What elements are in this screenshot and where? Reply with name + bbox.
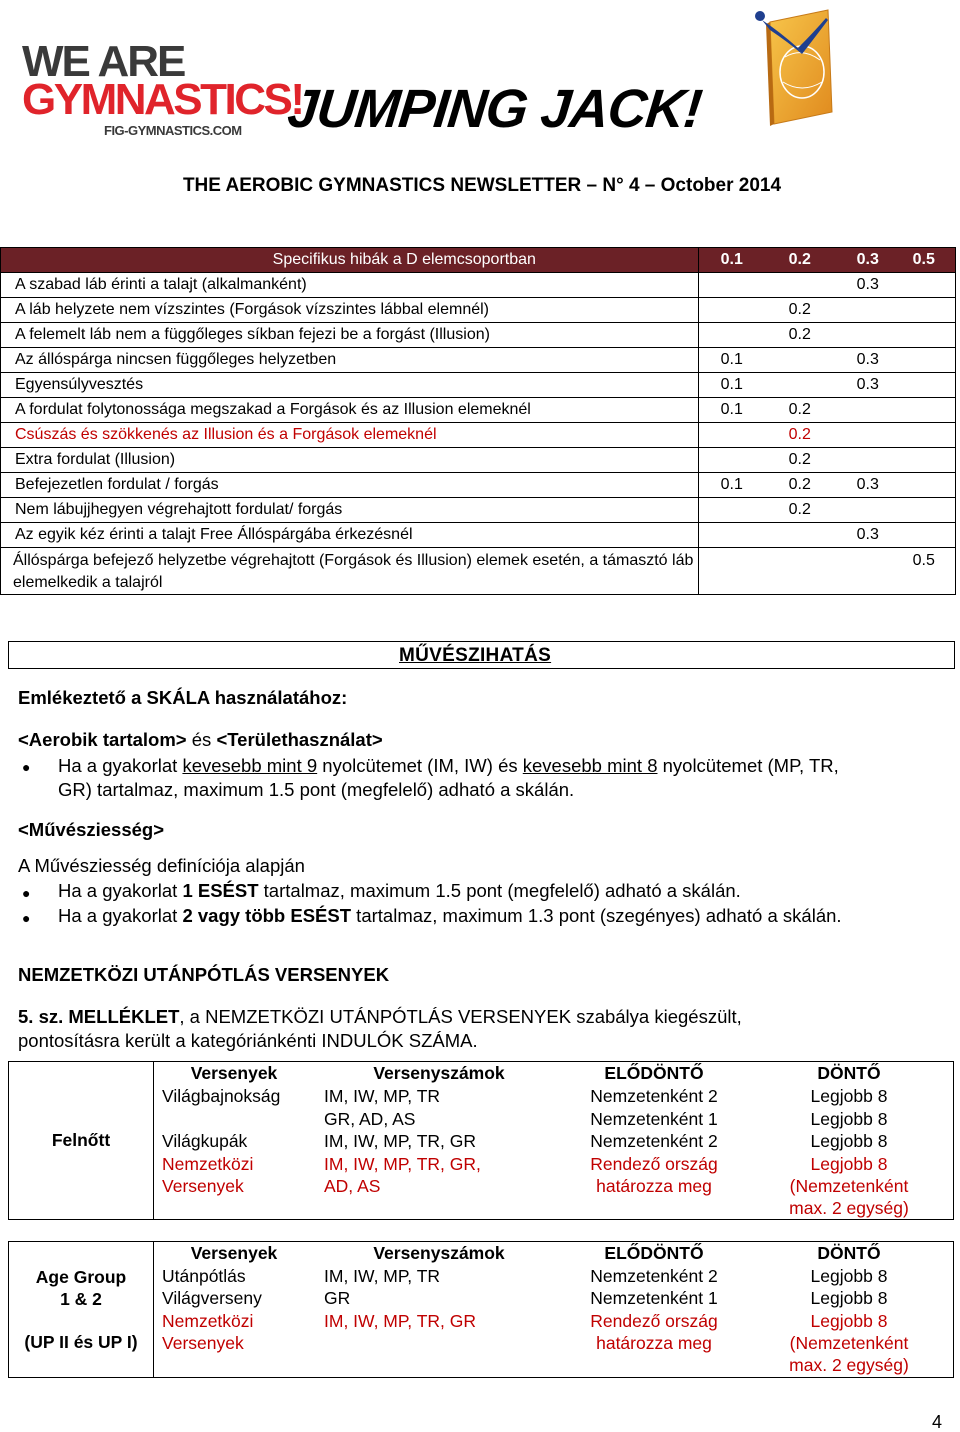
penalty-text: Az egyik kéz érinti a talajt Free Állóspárgába érkezésnél <box>1 523 699 548</box>
t1-r2-semifinal: Nemzetenként 1 <box>590 1109 718 1129</box>
penalty-header-title: Specifikus hibák a D elemcsoportban <box>1 248 699 273</box>
t2-r3-final-1: Legjobb 8 <box>810 1311 888 1331</box>
annex-label: 5. sz. MELLÉKLET <box>18 1006 180 1027</box>
bullet1-text-d: GR) tartalmaz, maximum 1.5 pont (megfelelő) adható a skálán. <box>58 779 575 800</box>
logo-line3: FIG-GYMNASTICS.COM <box>104 123 242 138</box>
t1-r1-events: IM, IW, MP, TR <box>324 1086 441 1106</box>
penalty-value: 0.3 <box>856 476 879 493</box>
col-header-semifinal: ELŐDÖNTŐ <box>604 1063 704 1083</box>
t1-r4-events-2: AD, AS <box>324 1176 381 1196</box>
penalty-row <box>1 298 956 323</box>
age-group-line3: (UP II és UP I) <box>24 1332 138 1352</box>
penalty-value: 0.1 <box>720 476 743 493</box>
bullet1-text-a: Ha a gyakorlat <box>58 755 183 776</box>
penalty-value: 0.3 <box>856 526 879 543</box>
youth-text-c: pontosításra került a kategóriánkénti INDULÓK SZÁMA. <box>18 1030 478 1051</box>
bullet2-bold: 1 ESÉST <box>182 880 259 901</box>
age-group-line1: Age Group <box>35 1267 127 1287</box>
col-header-final: DÖNTŐ <box>817 1063 881 1083</box>
penalty-text: Extra fordulat (Illusion) <box>1 448 699 473</box>
penalty-value: 0.2 <box>788 326 811 343</box>
penalty-value: 0.1 <box>720 401 743 418</box>
col-header-final: DÖNTŐ <box>817 1243 881 1263</box>
bullet3-text-c: tartalmaz, maximum 1.3 pont (szegényes) adható a skálán. <box>351 905 842 926</box>
penalty-text: A felemelt láb nem a függőleges síkban fejezi be a forgást (Illusion) <box>1 323 699 348</box>
penalty-value: 0.2 <box>788 426 811 443</box>
t1-r1-final: Legjobb 8 <box>810 1086 888 1106</box>
penalty-row <box>1 523 956 548</box>
penalty-value: 0.1 <box>720 351 743 368</box>
bullet2-text-a: Ha a gyakorlat <box>58 880 183 901</box>
t2-r1-final: Legjobb 8 <box>810 1266 888 1286</box>
penalty-row <box>1 373 956 398</box>
category-age-group <box>9 1242 154 1378</box>
col-header-semifinal: ELŐDÖNTŐ <box>604 1243 704 1263</box>
aerobic-and: és <box>186 729 217 750</box>
t2-r1-semifinal: Nemzetenként 2 <box>590 1266 718 1286</box>
penalty-value: 0.3 <box>856 276 879 293</box>
logo-line2: GYMNASTICS! <box>22 75 303 124</box>
penalty-row <box>1 273 956 298</box>
penalty-row <box>1 398 956 423</box>
artistry-heading: <Művésziesség> <box>18 819 165 840</box>
penalty-table <box>0 247 956 595</box>
header-value-02: 0.2 <box>788 251 811 268</box>
penalty-table-header <box>1 248 956 273</box>
t1-r3-final: Legjobb 8 <box>810 1131 888 1151</box>
col-header-events: Versenyszámok <box>373 1243 505 1263</box>
artistry-definition: A Művésziesség definíciója alapján <box>18 855 305 876</box>
penalty-text: Egyensúlyvesztés <box>1 373 699 398</box>
we-are-gymnastics-logo <box>22 37 303 140</box>
penalty-row <box>1 423 956 448</box>
t2-r3-competition-1: Nemzetközi <box>162 1311 254 1331</box>
senior-competition-table <box>8 1061 954 1220</box>
penalty-text: Állóspárga befejező helyzetbe végrehajtott (Forgások és Illusion) elemek esetén, a támasztó láb elemelkedik a talajról <box>1 548 699 595</box>
bullet-icon: ● <box>22 885 31 901</box>
penalty-text: A fordulat folytonossága megszakad a Forgások és az Illusion elemeknél <box>1 398 699 423</box>
t2-r2-semifinal: Nemzetenként 1 <box>590 1288 718 1308</box>
penalty-text: Nem lábujjhegyen végrehajtott fordulat/ forgás <box>1 498 699 523</box>
logo-line1: WE ARE <box>22 37 185 86</box>
penalty-value: 0.2 <box>788 476 811 493</box>
penalty-value: 0.2 <box>788 451 811 468</box>
t2-r3-semifinal-1: Rendező ország <box>590 1311 718 1331</box>
newsletter-title: JUMPING JACK! <box>284 79 705 139</box>
bullet-icon: ● <box>22 759 31 775</box>
t1-r1-semifinal: Nemzetenként 2 <box>590 1086 718 1106</box>
space-use-label: <Területhasználat> <box>216 729 383 750</box>
penalty-value: 0.5 <box>912 552 935 569</box>
t1-r3-semifinal: Nemzetenként 2 <box>590 1131 718 1151</box>
penalty-value: 0.3 <box>856 376 879 393</box>
t1-r4-competition-1: Nemzetközi <box>162 1154 254 1174</box>
penalty-row <box>1 548 956 595</box>
t1-r2-final: Legjobb 8 <box>810 1109 888 1129</box>
t2-r2-competition: Világverseny <box>162 1288 262 1308</box>
bullet2-text-c: tartalmaz, maximum 1.5 pont (megfelelő) adható a skálán. <box>258 880 741 901</box>
t1-r4-events-1: IM, IW, MP, TR, GR, <box>324 1154 481 1174</box>
bullet1-text-b: nyolcütemet (IM, IW) és <box>317 755 523 776</box>
penalty-value: 0.2 <box>788 501 811 518</box>
penalty-value: 0.2 <box>788 401 811 418</box>
penalty-row <box>1 348 956 373</box>
penalty-value: 0.3 <box>856 351 879 368</box>
penalty-header-values <box>698 248 955 273</box>
page-number: 4 <box>931 1412 942 1432</box>
t2-r2-events: GR <box>324 1288 351 1308</box>
penalty-row <box>1 448 956 473</box>
penalty-text: A láb helyzete nem vízszintes (Forgások vízszintes lábbal elemnél) <box>1 298 699 323</box>
age-group-competition-table <box>8 1241 954 1378</box>
t2-r3-events: IM, IW, MP, TR, GR <box>324 1311 477 1331</box>
header-value-05: 0.5 <box>912 251 935 268</box>
penalty-text: Befejezetlen fordulat / forgás <box>1 473 699 498</box>
youth-heading: NEMZETKÖZI UTÁNPÓTLÁS VERSENYEK <box>18 964 390 985</box>
youth-text-b: , a NEMZETKÖZI UTÁNPÓTLÁS VERSENYEK szabálya kiegészült, <box>179 1006 742 1027</box>
t1-r3-competition: Világkupák <box>162 1131 248 1151</box>
bullet1-text-c: nyolcütemet (MP, TR, <box>657 755 839 776</box>
bullet3-bold: 2 vagy több ESÉST <box>182 905 352 926</box>
penalty-value: 0.2 <box>788 301 811 318</box>
bullet1-underline-1: kevesebb mint 9 <box>182 755 318 776</box>
t2-r3-final-3: max. 2 egység) <box>789 1355 909 1375</box>
t1-r4-final-2: (Nemzetenként <box>789 1176 909 1196</box>
t2-r1-events: IM, IW, MP, TR <box>324 1266 441 1286</box>
col-header-events: Versenyszámok <box>373 1063 505 1083</box>
artistry-title: MŰVÉSZIHATÁS <box>399 645 552 666</box>
t1-r3-events: IM, IW, MP, TR, GR <box>324 1131 477 1151</box>
bullet-icon: ● <box>22 910 31 926</box>
header-value-01: 0.1 <box>720 251 743 268</box>
t2-r2-final: Legjobb 8 <box>810 1288 888 1308</box>
newsletter-subtitle: THE AEROBIC GYMNASTICS NEWSLETTER – N° 4 – October 2014 <box>182 175 782 196</box>
category-senior: Felnőtt <box>9 1062 154 1220</box>
t2-r3-final-2: (Nemzetenként <box>789 1333 909 1353</box>
t2-r1-competition: Utánpótlás <box>162 1266 246 1286</box>
t1-r2-events: GR, AD, AS <box>324 1109 416 1129</box>
aerobic-content-label: <Aerobik tartalom> <box>18 729 187 750</box>
bullet3-text-a: Ha a gyakorlat <box>58 905 183 926</box>
bullet-item-3 <box>58 904 948 928</box>
penalty-row <box>1 473 956 498</box>
header-value-03: 0.3 <box>856 251 879 268</box>
col-header-competitions: Versenyek <box>190 1063 278 1083</box>
penalty-text: Az állóspárga nincsen függőleges helyzetben <box>1 348 699 373</box>
penalty-row <box>1 323 956 348</box>
youth-paragraph <box>18 1005 742 1053</box>
t1-r4-semifinal-2: határozza meg <box>596 1176 712 1196</box>
bullet-item-1 <box>58 754 948 802</box>
t1-r1-competition: Világbajnokság <box>162 1086 281 1106</box>
t2-r3-competition-2: Versenyek <box>162 1333 244 1353</box>
aerobic-content-heading <box>18 728 383 752</box>
t1-r4-competition-2: Versenyek <box>162 1176 244 1196</box>
t2-r3-semifinal-2: határozza meg <box>596 1333 712 1353</box>
bullet-item-2 <box>58 879 948 903</box>
t1-r4-final-3: max. 2 egység) <box>789 1198 909 1218</box>
col-header-competitions: Versenyek <box>190 1243 278 1263</box>
penalty-text: Csúszás és szökkenés az Illusion és a Forgások elemeknél <box>1 423 699 448</box>
scale-reminder: Emlékeztető a SKÁLA használatához: <box>18 687 348 708</box>
penalty-text: A szabad láb érinti a talajt (alkalmanként) <box>1 273 699 298</box>
fig-logo-icon <box>740 2 840 127</box>
bullet1-underline-2: kevesebb mint 8 <box>522 755 658 776</box>
t1-r4-final-1: Legjobb 8 <box>810 1154 888 1174</box>
penalty-row <box>1 498 956 523</box>
age-group-line2: 1 & 2 <box>60 1289 102 1309</box>
t1-r4-semifinal-1: Rendező ország <box>590 1154 718 1174</box>
penalty-value: 0.1 <box>720 376 743 393</box>
